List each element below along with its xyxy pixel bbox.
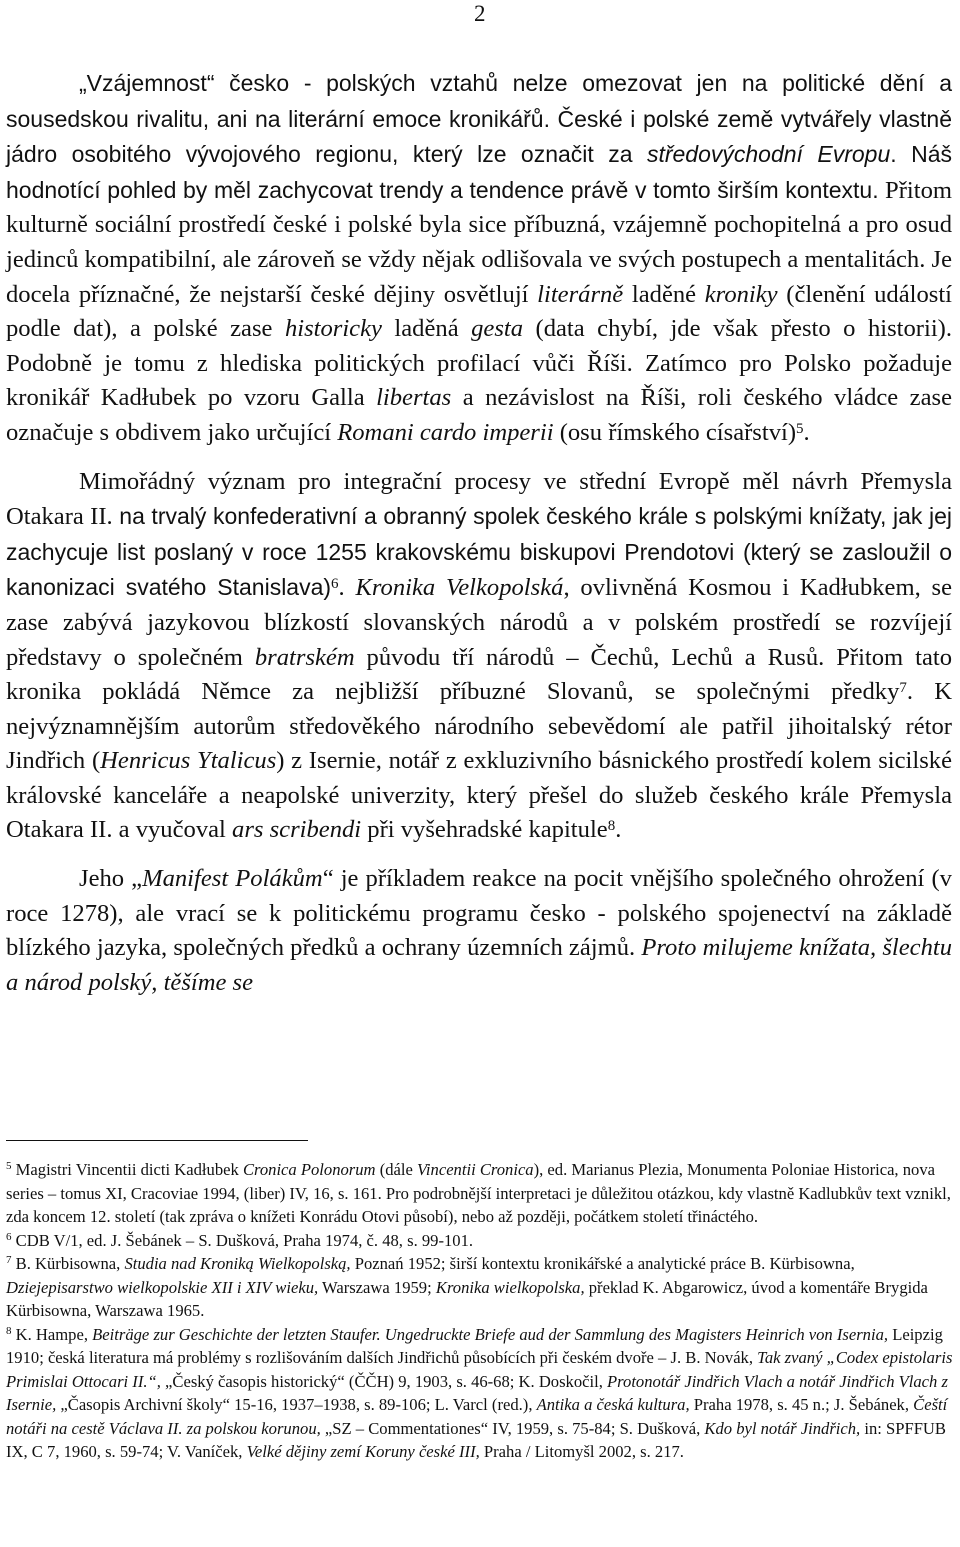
text-span: „Vzájemnost“ česko - polských vztahů nelze omezovat jen na politické dění a sousedskou rivalitu, ani na literární emoce kronikářů. České i polské země vytvářely vlastně jádro osobitého vývojového regionu, který lze označit za [6,70,952,168]
text-span: . [803,418,810,446]
text-span: Čeští notáři na cestě Václava II. za polskou korunou, [6,1395,948,1438]
text-span: (osu římského císařství) [553,418,797,446]
footnote-separator [6,1140,308,1141]
text-span: kroniky [704,280,778,308]
paragraph-1 [6,66,952,451]
footnote-ref-5[interactable]: 5 [796,420,804,437]
paragraph-3 [6,862,952,1000]
text-span: libertas [376,384,452,412]
text-span: (data chybí, jde však přesto o historii). Podobně je tomu z hlediska politických profilací vůči Říši. [6,315,952,377]
text-span: ) z Isernie, notář z exkluzivního básnického prostředí kolem sicilské královské kanceláře a neapolské univerzity, který přešel do služeb českého krále Přemysla Otakara II. a vyučoval [6,747,952,844]
text-span: (dále [375,1160,418,1179]
footnote-ref-7[interactable]: 7 [899,680,907,697]
text-span: . Náš hodnotící pohled by měl zachycovat trendy a tendence právě v tomto širším kontextu. [6,141,952,203]
text-span: Vincentii Cronica [417,1160,534,1179]
text-span: středovýchodní Evropu [646,141,891,168]
text-span: literárně [537,280,624,308]
text-span: a nezávislost na Říši, roli českého vládce zase označuje s obdivem jako určující [6,384,952,446]
text-span: “ je příkladem reakce na pocit vnějšího společného ohrožení (v roce 1278), ale vrací se k politickému programu česko - polského spojenectví na základě blízkého jazyka, společných předků a ochrany územních zájmů. [6,865,952,962]
text-span: na trvalý konfederativní a obranný spolek českého krále s polskými knížaty, jak jej zachycuje list poslaný v roce 1255 krakovskému biskupovi Prendotovi (který se zasloužil o kanonizaci svatého Stanislava) [6,503,952,601]
footnote-number: 6 [6,1230,12,1243]
text-span: Leipzig 1910; česká literatura má problémy s rozlišováním dalších Jindřichů působících při českém dvoře – J. B. Novák, [6,1324,943,1367]
text-span: Mimořádný význam pro integrační procesy ve střední Evropě měl návrh Přemysla Otakara II. [6,467,952,531]
text-span: Jeho „ [79,865,143,893]
text-span: Studia nad Kroniką Wielkopolską, [124,1254,351,1273]
text-span: B. Kürbisowna, [11,1254,125,1273]
text-span: Tak zvaný „Codex epistolaris Primislai Ottocari II.“, [6,1348,953,1391]
text-span: ars scribendi [232,816,362,844]
page-number: 2 [474,1,486,26]
text-span: Henricus Ytalicus [100,747,277,775]
footnote-number: 5 [6,1160,12,1172]
main-text [6,66,952,1000]
text-span: původu tří národů – Čechů, Lechů a Rusů. Přitom tato kronika pokládá Němce za nejbližší příbuzné Slovanů, se společnými předky [6,643,952,706]
text-span: Praha 1978, s. 45 n.; J. Šebánek, [689,1395,914,1414]
text-span: , ovlivněná Kosmou i Kadłubkem, se zase zabývá jazykovou blízkostí slovanských národů a v polském prostředí se rozvíjejí představy o společném [6,574,953,671]
text-span: Poznań 1952; širší kontextu kronikářské a analytické práce B. Kürbisowna, [350,1254,855,1273]
text-span: Antika a česká kultura, [536,1395,690,1414]
text-span: Beiträge zur Geschichte der letzten Staufer. Ungedruckte Briefe aud der Sammlung des Magisters Heinrich von Isernia, [92,1324,889,1344]
footnote-8 [6,1323,958,1464]
footnote-6 [6,1229,958,1253]
text-span: Velké dějiny zemí Koruny české III, [246,1442,480,1461]
text-span: Manifest Polákům [142,865,323,893]
text-span: laděné [623,280,705,308]
text-span: Kronika wielkopolska, [435,1277,585,1297]
text-span: Je docela příznačné, že nejstarší české dějiny osvětlují [6,245,952,308]
text-span: Praha / Litomyšl 2002, s. 217. [479,1442,684,1461]
text-span: (členění událostí podle dat), a polské zase [6,280,952,343]
footnote-ref-6[interactable]: 6 [331,576,339,593]
paragraph-2 [6,465,952,849]
text-span: gesta [471,315,524,343]
footnotes [6,1158,958,1464]
text-span: K. Hampe, [11,1324,93,1344]
footnote-7 [6,1252,958,1323]
footnote-number: 7 [6,1254,12,1266]
text-span: Kronika Velkopolská [355,574,564,602]
text-span: Protonotář Jindřich Vlach a notář Jindřich Vlach z Isernie, [6,1371,948,1414]
text-span: Warszawa 1959; [318,1277,436,1297]
text-span: . [615,816,622,844]
text-span: Kdo byl notář Jindřich, [704,1418,861,1438]
text-span: „SZ – Commentationes“ IV, 1959, s. 75-84; S. Dušková, [320,1418,705,1438]
footnote-ref-8[interactable]: 8 [607,818,616,835]
text-span: historicky [284,315,382,343]
text-span: Magistri Vincentii dicti Kadłubek [11,1160,243,1179]
text-span: „Časopis Archivní školy“ 15-16, 1937–1938, s. 89-106; L. Varcl (red.), [56,1395,537,1414]
text-span: . [338,574,356,602]
text-span: Zatímco pro Polsko požaduje kronikář Kadłubek po vzoru Galla [6,349,952,412]
text-span: „Český časopis historický“ (ČČH) 9, 1903, s. 46-68; K. Doskočil, [160,1371,608,1391]
text-span: Cronica Polonorum [242,1160,376,1179]
footnote-5 [6,1158,958,1229]
text-span: Přitom kulturně sociální prostředí české i polské byla sice příbuzná, vzájemně pochopitelná a pro osud jedinců kompatibilní, ale zároveň se vždy nějak odlišovala ve svých postupech a mentalitách. [6,176,953,273]
text-span: Romani cardo imperii [337,418,554,446]
text-span: překlad K. Abgarowicz, úvod a komentáře Brygida Kürbisowna, Warszawa 1965. [6,1277,928,1320]
text-span: laděná [381,315,472,343]
footnote-number: 8 [6,1324,12,1337]
text-span: bratrském [254,643,355,671]
text-span: CDB V/1, ed. J. Šebánek – S. Dušková, Praha 1974, č. 48, s. 99-101. [11,1230,474,1250]
text-span: při vyšehradské kapitule [361,816,608,844]
text-span: ), ed. Marianus Plezia, Monumenta Poloniae Historica, nova series – tomus XI, Cracoviae 1994, (liber) IV, 16, s. 161. Pro podrobnější interpretaci je důležitou otázkou, kdy vlastně Kadlubkův text vznikl, zda koncem 12. století (tak zpráva o knížeti Konrádu Otovi působí), nebo až později, počátkem století třináctého. [6,1160,951,1226]
text-span: Proto milujeme knížata, šlechtu a národ polský, těšíme se [6,934,952,996]
text-span: Dziejepisarstwo wielkopolskie XII i XIV wieku, [6,1277,319,1297]
text-span: . K nejvýznamnějším autorům středověkého národního sebevědomí ale patřil jihoitalský rétor Jindřich ( [6,678,952,775]
text-span: in: SPFFUB IX, C 7, 1960, s. 59-74; V. Vaníček, [6,1418,946,1461]
